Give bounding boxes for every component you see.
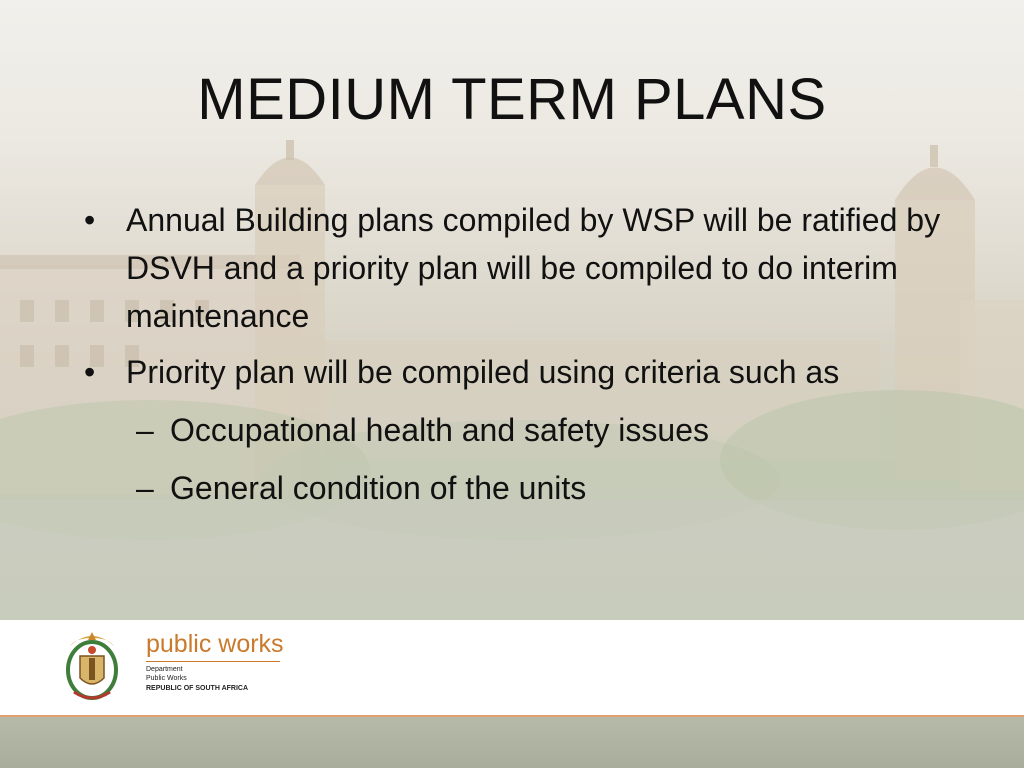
bullet-item <box>84 348 954 396</box>
brand-department: Department <box>146 666 183 673</box>
brand-public-works: Public Works <box>146 675 187 682</box>
dash-marker: – <box>136 470 154 506</box>
bullet-marker: • <box>84 354 96 390</box>
coat-of-arms-icon <box>62 628 122 704</box>
bullet-text: Annual Building plans compiled by WSP will be ratified by DSVH and a priority plan will be compiled to do interim maintenance <box>126 202 941 334</box>
brand-wordmark: public works <box>146 630 284 658</box>
bullet-item <box>84 196 954 340</box>
sub-bullet-item <box>84 464 954 512</box>
bottom-photo-strip <box>0 717 1024 768</box>
slide-title: MEDIUM TERM PLANS <box>197 67 827 132</box>
brand-country: REPUBLIC OF SOUTH AFRICA <box>146 685 249 692</box>
sub-bullet-text: Occupational health and safety issues <box>170 412 709 448</box>
bullet-text: Priority plan will be compiled using criteria such as <box>126 354 840 390</box>
bullet-marker: • <box>84 202 96 238</box>
dash-marker: – <box>136 412 154 448</box>
brand-divider <box>146 661 280 662</box>
slide-body <box>84 196 954 512</box>
sub-bullet-text: General condition of the units <box>170 470 587 506</box>
sub-bullet-item <box>84 406 954 454</box>
